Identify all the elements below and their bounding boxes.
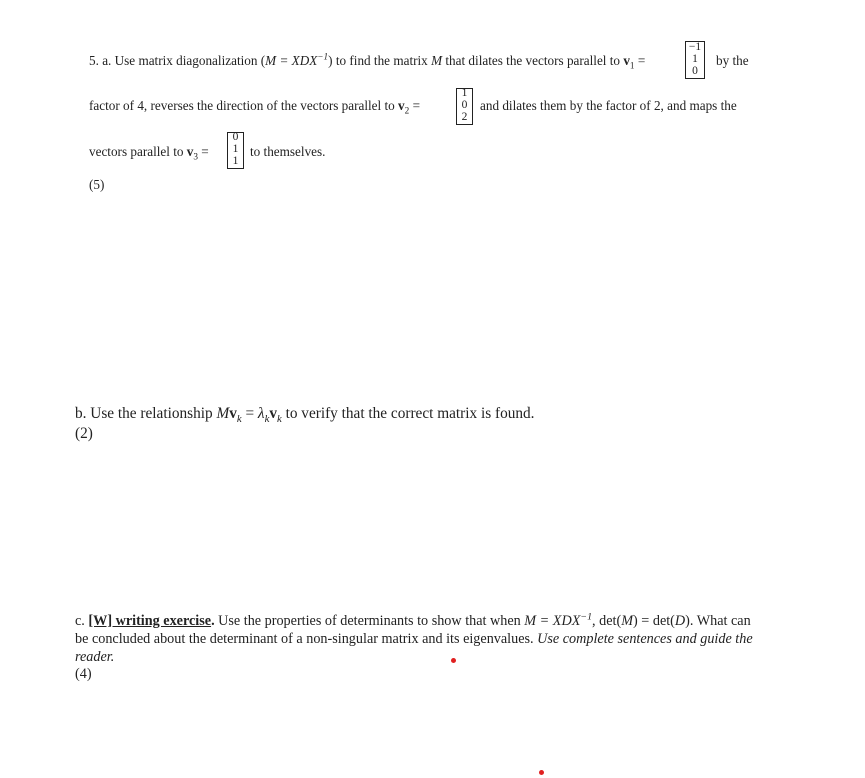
eq-subscript-k: k [264,413,270,426]
part-c-line-1 [75,613,751,630]
part-a-maps-text: vectors parallel to [89,144,187,159]
part-a-intro: 5. a. Use matrix diagonalization ( [89,53,266,68]
part-b-intro: b. Use the relationship [75,405,217,422]
part-a-line-2 [89,98,420,114]
eq-matrix-m: M [216,405,230,422]
v3-entry: 1 [232,155,239,167]
v2-entry: 0 [461,99,468,111]
part-a-mid-text: ) to find the matrix [328,53,432,68]
v1-entry: 0 [692,65,698,77]
part-a-reverse-text: factor of 4, reverses the direction of the vectors parallel to [89,98,399,113]
v3-entry: 1 [232,143,239,155]
part-c-line-2 [75,631,753,648]
part-c-question: be concluded about the determinant of a non-singular matrix and its eigenvalues. [75,631,538,647]
red-dot-mark [539,770,544,775]
v2-entry: 1 [461,87,468,99]
part-a-by-the: by the [716,53,749,68]
tag-period: . [211,613,215,629]
v2-label: v [398,98,405,113]
v3-subscript: 3 [193,151,198,162]
matrix-m: M [431,53,443,68]
v2-entry: 2 [461,111,468,123]
part-b-tail: to verify that the correct matrix is found. [281,405,535,422]
part-a-themselves: to themselves. [250,144,326,159]
part-c-text-1: Use the properties of determinants to show that when [214,613,525,629]
v1-entry: 1 [692,53,698,65]
part-c-matrix-d: D [674,613,686,629]
v1-entry: −1 [688,41,702,53]
v3-label: v [186,144,194,159]
formula-exponent: −1 [317,51,329,62]
v3-entry: 0 [232,131,239,143]
part-a-dilation-text: that dilates the vectors parallel to [442,53,624,68]
part-a-points: (5) [89,177,105,192]
part-c-text-4: ). What can [685,613,751,629]
v1-label: v [623,53,630,68]
eq-lambda: λ [257,405,265,422]
part-c-matrix-m: M [621,613,634,629]
part-c-instruction: Use complete sentences and guide the [537,631,753,647]
part-a-line-3 [89,144,209,160]
v1-equals: = [634,53,646,68]
eq-subscript-k: k [276,413,282,426]
part-c-text-2: , det( [592,613,622,629]
eq-vector-v: v [229,405,237,422]
vector-v3 [227,132,244,169]
part-c-instruction-end: reader. [75,649,115,665]
eq-subscript-k: k [236,413,242,426]
eq-vector-v: v [269,405,277,422]
v2-subscript: 2 [404,105,410,116]
writing-exercise-tag: [W] writing exercise [88,613,212,629]
v3-equals: = [198,144,209,159]
diagonalization-formula: M = XDX [265,53,318,68]
part-c-points: (4) [75,666,92,682]
part-a-line-1 [89,53,645,69]
part-b-points: (2) [75,425,93,442]
part-c-formula: M = XDX [524,613,581,629]
part-c-formula-exponent: −1 [580,611,593,623]
eq-equals: = [241,405,258,422]
vector-v2 [456,88,473,125]
part-a-dilate-text: and dilates them by the factor of 2, and maps the [480,98,737,113]
part-c-label: c. [75,613,89,629]
part-b-line [75,405,535,426]
v1-subscript: 1 [629,60,635,71]
part-c-text-3: ) = det( [633,613,675,629]
v2-equals: = [409,98,420,113]
part-c-line-3 [75,649,114,666]
red-dot-mark [451,658,456,663]
vector-v1 [685,41,705,79]
